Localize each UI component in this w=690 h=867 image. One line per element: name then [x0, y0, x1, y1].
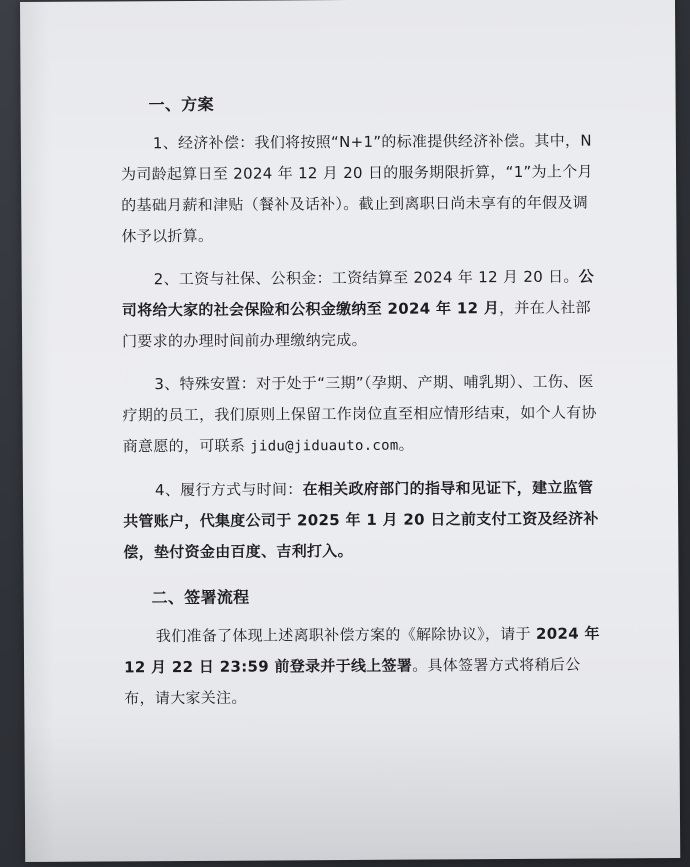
- special-placement-end: 。: [398, 435, 414, 454]
- paper-shadow-left: [20, 2, 55, 862]
- paper-sheet: [20, 0, 680, 862]
- economic-compensation-text: 1、经济补偿：我们将按照“N+1”的标准提供经济补偿。其中，N为司龄起算日至 2024 年 12 月 20 日的服务期限折算，“1”为上个月的基础月薪和津贴（餐补及话补）。截止到离职日尚未享有的年假及调休予以折算。: [121, 131, 593, 246]
- document-body: [121, 86, 605, 726]
- signing-tail-text: 。具体签署方式将稍后公布，请大家关注。: [124, 655, 581, 708]
- paragraph-economic-compensation: [121, 125, 602, 252]
- paper-shadow-bottom: [24, 718, 680, 862]
- paragraph-special-placement: [122, 366, 603, 463]
- performance-method-bold-text: 在相关政府部门的指导和见证下，建立监管共管账户，代集度公司于 2025 年 1 月 20 日之前支付工资及经济补偿，垫付资金由百度、吉利打入。: [123, 478, 599, 562]
- social-insurance-tail-text: ，并在人社部门要求的办理时间前办理缴纳完成。: [122, 298, 591, 351]
- paragraph-signing-instructions: [124, 618, 605, 714]
- salary-settlement-text: 2、工资与社保、公积金：工资结算至 2024 年 12 月 20 日。: [153, 267, 579, 289]
- performance-method-label: 4、履行方式与时间：: [154, 480, 303, 500]
- signing-intro-text: 我们准备了体现上述离职补偿方案的《解除协议》，请于: [155, 624, 537, 646]
- contact-email-link[interactable]: jidu@jiduauto.com: [250, 437, 399, 455]
- signing-deadline-bold-text: 2024 年 12 月 22 日 23:59 前登录并于线上签署: [124, 624, 600, 677]
- paragraph-performance-method: [123, 472, 604, 568]
- social-insurance-bold-text: 公司将给大家的社会保险和公积金缴纳至 2024 年 12 月: [121, 267, 595, 320]
- paragraph-salary-social-security: [122, 261, 603, 357]
- section-heading-signing-process: 二、签署流程: [151, 587, 250, 608]
- special-placement-text: 3、特殊安置：对于处于“三期”（孕期、产期、哺乳期）、工伤、医疗期的员工，我们原则上保留工作岗位直至相应情形结束，如个人有协商意愿的，可联系: [122, 372, 597, 456]
- section-heading-plan: 一、方案: [148, 94, 214, 115]
